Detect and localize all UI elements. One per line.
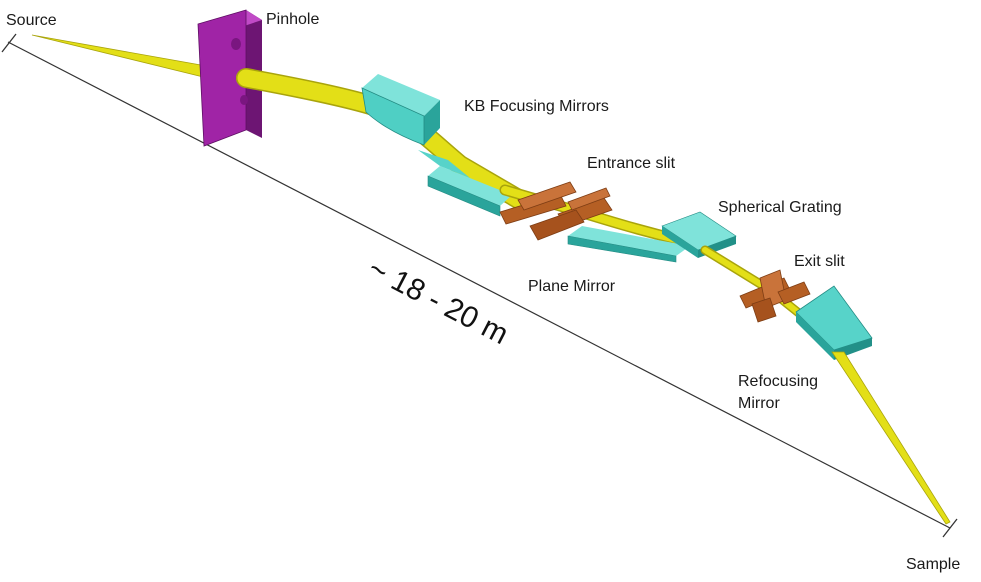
label-kb-focusing-mirrors: KB Focusing Mirrors [464,98,609,115]
label-source: Source [6,12,57,29]
refocus-top [796,286,872,350]
kb-mirror-upper [362,74,440,145]
pinhole-hole-2 [240,95,248,105]
label-plane-mirror: Plane Mirror [528,278,616,295]
source-tick [2,34,16,52]
distance-label: ~ 18 - 20 m [362,251,514,352]
refocusing-mirror [796,286,872,360]
label-refocusing-mirror-line2: Mirror [738,395,780,412]
label-pinhole: Pinhole [266,11,320,28]
label-entrance-slit: Entrance slit [587,155,676,172]
label-refocusing-mirror-line1: Refocusing [738,373,819,390]
pinhole-hole-1 [231,38,241,50]
label-sample: Sample [906,556,961,573]
label-spherical-grating: Spherical Grating [718,199,842,216]
label-exit-slit: Exit slit [794,253,845,270]
